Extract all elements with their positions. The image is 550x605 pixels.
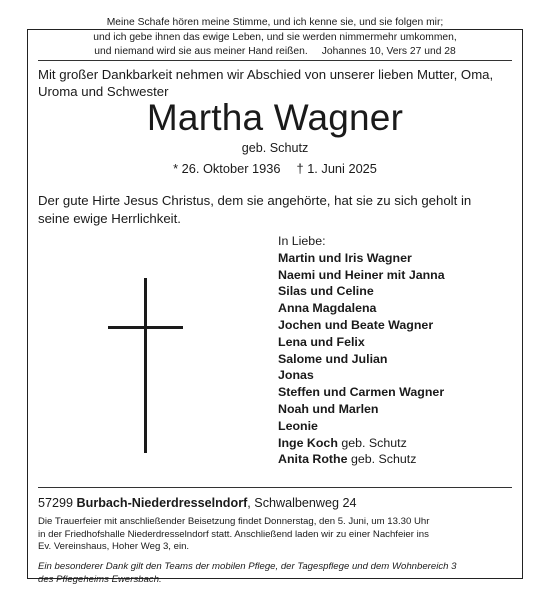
death-date: † 1. Juni 2025 bbox=[296, 161, 377, 176]
mourner-name: Silas und Celine bbox=[278, 284, 374, 299]
faith-line-2: seine ewige Herrlichkeit. bbox=[38, 210, 181, 226]
cross-icon-bar bbox=[108, 326, 183, 329]
intro-line-1: Mit großer Dankbarkeit nehmen wir Abschied von unserer lieben Mutter, Oma, bbox=[38, 67, 494, 82]
divider-bottom bbox=[38, 487, 512, 488]
intro-text bbox=[38, 66, 512, 100]
divider-top bbox=[38, 60, 512, 61]
faith-line-1: Der gute Hirte Jesus Christus, dem sie angehörte, hat sie zu sich geholt in bbox=[38, 193, 472, 208]
service-line-1: Die Trauerfeier mit anschließender Beisetzung findet Donnerstag, den 5. Juni, um 13.30 Uhr bbox=[38, 516, 430, 527]
service-line-3: Ev. Vereinshaus, Hoher Weg 3, ein. bbox=[38, 541, 190, 552]
verse-reference: Johannes 10, Vers 27 und 28 bbox=[321, 46, 456, 58]
intro-line-2: Uroma und Schwester bbox=[38, 84, 169, 99]
mourner-name: Inge Koch geb. Schutz bbox=[278, 435, 407, 450]
mourner-name: Jonas bbox=[278, 368, 314, 383]
mourners-list bbox=[278, 233, 445, 468]
address-town: Burbach-Niederdresselndorf bbox=[76, 496, 248, 510]
thanks-line-2: des Pflegeheims Ewersbach. bbox=[38, 573, 162, 585]
address-zip: 57299 bbox=[38, 496, 77, 510]
mourners-heading: In Liebe: bbox=[278, 234, 326, 248]
address-street: , Schwalbenweg 24 bbox=[247, 496, 357, 510]
cross-icon bbox=[144, 278, 147, 453]
mourner-name: Anita Rothe geb. Schutz bbox=[278, 452, 417, 467]
mourner-name: Jochen und Beate Wagner bbox=[278, 317, 434, 332]
mourner-name: Steffen und Carmen Wagner bbox=[278, 385, 445, 400]
birth-date: * 26. Oktober 1936 bbox=[173, 161, 281, 176]
family-address bbox=[38, 495, 512, 511]
mourner-name: Anna Magdalena bbox=[278, 301, 377, 316]
service-line-2: in der Friedhofshalle Niederdresselndorf statt. Anschließend laden wir zu einer Nachfeier ins bbox=[38, 528, 429, 540]
mourner-name: Noah und Marlen bbox=[278, 401, 379, 416]
service-info bbox=[38, 516, 512, 554]
mourner-name: Lena und Felix bbox=[278, 334, 365, 349]
mourner-name: Salome und Julian bbox=[278, 351, 388, 366]
mourner-name: Leonie bbox=[278, 418, 318, 433]
mourner-name: Martin und Iris Wagner bbox=[278, 250, 412, 265]
verse-line-2: und ich gebe ihnen das ewige Leben, und sie werden nimmermehr umkommen, bbox=[93, 31, 457, 43]
bible-verse bbox=[0, 16, 550, 60]
life-dates bbox=[0, 160, 550, 178]
thanks-line-1: Ein besonderer Dank gilt den Teams der mobilen Pflege, der Tagespflege und dem Wohnbereich 3 bbox=[38, 561, 457, 572]
verse-line-3 bbox=[0, 45, 550, 60]
faith-text bbox=[38, 192, 512, 227]
verse-line-3-text: und niemand wird sie aus meiner Hand reißen. bbox=[94, 46, 308, 58]
birth-name: geb. Schutz bbox=[241, 141, 309, 155]
verse-line-1: Meine Schafe hören meine Stimme, und ich kenne sie, und sie folgen mir; bbox=[106, 17, 444, 28]
thanks-note bbox=[38, 561, 512, 586]
mourner-name: Naemi und Heiner mit Janna bbox=[278, 267, 445, 282]
deceased-name: Martha Wagner bbox=[146, 97, 404, 138]
